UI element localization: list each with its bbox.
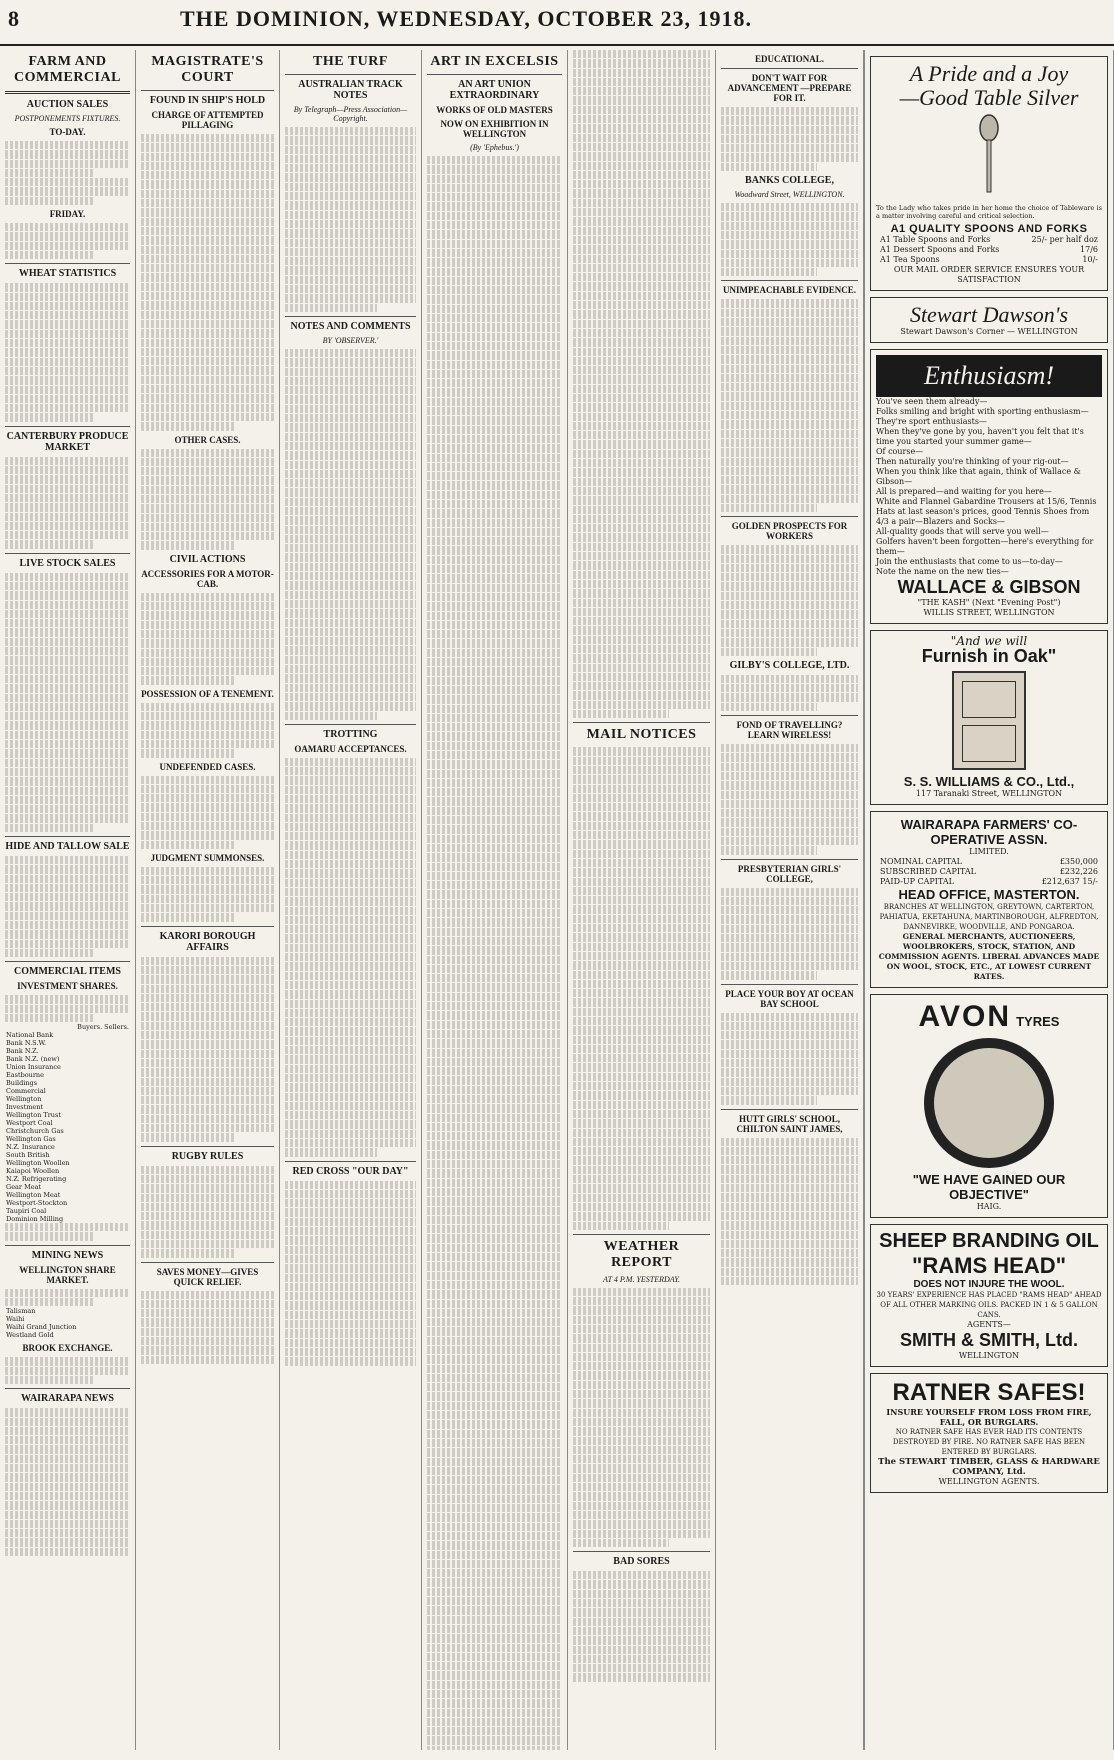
court-subheading: FOUND IN SHIP'S HOLD xyxy=(149,95,266,106)
silver-ad xyxy=(870,56,1108,291)
civil-heading: CIVIL ACTIONS xyxy=(169,553,246,565)
share-price xyxy=(103,1111,130,1119)
price-item: A1 Dessert Spoons and Forks xyxy=(880,244,1000,254)
hide-tallow-heading: HIDE AND TALLOW SALE xyxy=(5,841,130,852)
williams-name: S. S. WILLIAMS & CO., Ltd., xyxy=(903,773,1075,789)
unimpeachable-heading: UNIMPEACHABLE EVIDENCE. xyxy=(722,285,856,296)
exhibition-heading: NOW ON EXHIBITION IN WELLINGTON xyxy=(440,119,549,139)
share-price xyxy=(76,1191,103,1199)
table-row xyxy=(5,1315,130,1323)
share-name: Bank N.Z. xyxy=(6,1047,39,1056)
smith-name: SMITH & SMITH, Ltd. xyxy=(900,1329,1078,1350)
enthusiasm-line: Then naturally you're thinking of your rig-out— xyxy=(876,456,1069,466)
capital-row xyxy=(876,867,1102,877)
table-row xyxy=(5,1207,130,1215)
table-row xyxy=(5,1199,130,1207)
wairarapa-farmers-ad xyxy=(870,811,1108,988)
share-price xyxy=(76,1207,103,1215)
column-turf xyxy=(280,50,422,1750)
share-price xyxy=(103,1215,130,1223)
table-row xyxy=(5,1331,130,1339)
ratner-title: RATNER SAFES! xyxy=(892,1378,1086,1406)
share-price xyxy=(127,1323,130,1331)
branches-text: BRANCHES AT WELLINGTON, GREYTOWN, CARTERTON, PAHIATUA, EKETAHUNA, MARTINBOROUGH, ALFREDTON, DANNEVIRKE, WOODVILLE, AND PONGAROA. xyxy=(879,902,1099,931)
share-price xyxy=(127,1331,130,1339)
turf-byline: By Telegraph—Press Association—Copyright. xyxy=(293,105,408,123)
enthusiasm-line: All-quality goods that will serve you well— xyxy=(876,526,1049,536)
table-row xyxy=(5,1119,130,1127)
share-price xyxy=(103,1135,130,1143)
undefended-heading: UNDEFENDED CASES. xyxy=(159,761,256,772)
shares-table xyxy=(5,1023,130,1223)
share-price xyxy=(76,1135,103,1143)
share-price xyxy=(103,1055,130,1063)
investment-heading: INVESTMENT SHARES. xyxy=(17,981,118,992)
presbyterian-heading: PRESBYTERIAN GIRLS' COLLEGE, xyxy=(737,863,842,884)
share-price xyxy=(76,1039,103,1047)
share-name: Commercial xyxy=(6,1087,46,1096)
stewart-dawson-ad xyxy=(870,297,1108,343)
hutt-girls-heading: HUTT GIRLS' SCHOOL, CHILTON SAINT JAMES, xyxy=(736,1113,843,1134)
college-address: Woodward Street, WELLINGTON. xyxy=(734,190,845,200)
avon-tyres-ad xyxy=(870,994,1108,1218)
enthusiasm-line: Join the enthusiasts that come to us—to-day— xyxy=(876,556,1063,566)
share-name: Bank N.S.W. xyxy=(6,1039,47,1048)
share-name: Waihi Grand Junction xyxy=(6,1323,77,1332)
enthusiasm-line: Note the name on the new ties— xyxy=(876,566,1009,576)
share-price xyxy=(103,1087,130,1095)
share-name: Westport-Stockton xyxy=(6,1199,68,1208)
share-price xyxy=(103,1151,130,1159)
share-price xyxy=(76,1215,103,1223)
table-row xyxy=(5,1031,130,1039)
capital-value: £350,000 xyxy=(1059,856,1098,866)
capital-label: SUBSCRIBED CAPITAL xyxy=(880,866,976,876)
smith-address: WELLINGTON xyxy=(958,1350,1020,1360)
sheep-oil-title: SHEEP BRANDING OIL xyxy=(879,1229,1099,1252)
shares-header-row xyxy=(5,1023,130,1031)
friday-heading: FRIDAY. xyxy=(49,209,86,220)
share-price xyxy=(103,1031,130,1039)
notes-byline: BY 'OBSERVER.' xyxy=(322,335,379,345)
column-mail-weather xyxy=(568,50,716,1750)
head-office: HEAD OFFICE, MASTERTON. xyxy=(898,886,1080,902)
table-row xyxy=(5,1135,130,1143)
share-name: Eastbourne Buildings xyxy=(6,1071,44,1088)
table-row xyxy=(5,1127,130,1135)
auction-subheading: POSTPONEMENTS FIXTURES. xyxy=(14,114,121,123)
price-row xyxy=(876,255,1102,265)
share-price xyxy=(103,1095,130,1111)
share-name: Dominion Milling xyxy=(6,1215,64,1224)
price-value: 10/- xyxy=(1082,254,1098,264)
shares-header-cell: Sellers. xyxy=(104,1023,129,1032)
avon-haig: HAIG. xyxy=(976,1201,1002,1211)
capital-row xyxy=(876,857,1102,867)
golden-prospects-heading: GOLDEN PROSPECTS FOR WORKERS xyxy=(731,521,848,542)
table-row xyxy=(5,1191,130,1199)
table-row xyxy=(5,1071,130,1087)
capital-label: NOMINAL CAPITAL xyxy=(880,856,962,866)
accessories-heading: ACCESSORIES FOR A MOTOR-CAB. xyxy=(141,568,274,589)
share-price xyxy=(76,1159,103,1167)
notes-comments-heading: NOTES AND COMMENTS xyxy=(290,320,411,332)
masthead xyxy=(0,0,1114,46)
share-price xyxy=(76,1151,103,1159)
share-name: Wellington Woollen xyxy=(6,1159,70,1168)
share-name: National Bank xyxy=(6,1031,54,1040)
share-price xyxy=(103,1199,130,1207)
auction-heading: AUCTION SALES xyxy=(26,99,109,110)
share-price xyxy=(103,1143,130,1151)
column-farm-commercial xyxy=(0,50,136,1750)
possession-heading: POSSESSION OF A TENEMENT. xyxy=(141,688,274,699)
share-name: Taupiri Coal xyxy=(6,1207,47,1216)
oak-title-1: "And we will xyxy=(950,633,1028,648)
share-price xyxy=(76,1119,103,1127)
canterbury-heading: CANTERBURY PRODUCE MARKET xyxy=(6,430,129,453)
avon-brand: AVON xyxy=(918,999,1011,1033)
table-row xyxy=(5,1111,130,1119)
column-educational xyxy=(716,50,864,1750)
share-price xyxy=(76,1095,103,1111)
share-name: Wellington Trust xyxy=(6,1111,61,1120)
silver-ad-title: A Pride and a Joy xyxy=(909,61,1069,86)
silver-ad-body: To the Lady who takes pride in her home the choice of Tableware is a matter involving careful and critical selection. xyxy=(876,204,1102,221)
mining-table xyxy=(5,1307,130,1339)
court-heading: MAGISTRATE'S COURT xyxy=(151,54,264,85)
enthusiasm-line: Of course— xyxy=(876,446,924,456)
column-magistrates-court xyxy=(136,50,280,1750)
table-row xyxy=(5,1095,130,1111)
table-row xyxy=(5,1047,130,1055)
table-row xyxy=(5,1151,130,1159)
shares-header-cell: Buyers. xyxy=(77,1023,103,1032)
page-number: 8 xyxy=(8,6,19,31)
track-notes-heading: AUSTRALIAN TRACK NOTES xyxy=(298,79,403,101)
share-price xyxy=(103,1167,130,1175)
share-price xyxy=(103,1183,130,1191)
art-heading: ART IN EXCELSIS xyxy=(430,54,559,69)
oak-title-2: Furnish in Oak" xyxy=(921,645,1057,666)
stewart-dawson-address: Stewart Dawson's Corner — WELLINGTON xyxy=(900,326,1078,336)
table-row xyxy=(5,1063,130,1071)
weather-heading: WEATHER REPORT xyxy=(603,1238,680,1270)
share-name: Wellington Gas xyxy=(6,1135,56,1144)
table-row xyxy=(5,1167,130,1175)
price-value: 25/- per half doz xyxy=(1031,234,1098,244)
weather-subheading: AT 4 P.M. YESTERDAY. xyxy=(603,1274,680,1284)
share-name: Westport Coal xyxy=(6,1119,53,1128)
wallace-gibson-address: WILLIS STREET, WELLINGTON xyxy=(923,607,1055,617)
enthusiasm-line: When they've gone by you, haven't you felt that it's time you started your summer game— xyxy=(876,426,1084,446)
share-name: Westland Gold xyxy=(6,1331,54,1340)
share-price xyxy=(127,1307,130,1315)
art-union-heading: AN ART UNION EXTRAORDINARY xyxy=(449,79,540,101)
table-row xyxy=(5,1143,130,1151)
share-price xyxy=(103,1119,130,1127)
other-cases-heading: OTHER CASES. xyxy=(174,434,241,445)
share-price xyxy=(76,1087,103,1095)
column-art xyxy=(422,50,568,1750)
red-cross-heading: RED CROSS "OUR DAY" xyxy=(292,1165,409,1177)
capital-label: PAID-UP CAPITAL xyxy=(880,876,954,886)
enthusiasm-line: They're sport enthusiasts— xyxy=(876,416,987,426)
share-name: Gear Meat xyxy=(6,1183,42,1192)
share-name: N.Z. Insurance xyxy=(6,1143,55,1152)
share-price xyxy=(103,1207,130,1215)
table-row xyxy=(5,1183,130,1191)
share-price xyxy=(76,1111,103,1119)
rugby-heading: RUGBY RULES xyxy=(171,1150,244,1162)
art-byline: (By 'Ephebus.') xyxy=(470,143,519,152)
silver-ad-subtitle: —Good Table Silver xyxy=(899,85,1079,110)
price-item: A1 Tea Spoons xyxy=(880,254,940,264)
share-price xyxy=(103,1039,130,1047)
capital-value: £212,637 15/- xyxy=(1041,876,1098,886)
wairarapa-limited: LIMITED. xyxy=(969,846,1009,856)
price-row xyxy=(876,245,1102,255)
wairarapa-news-heading: WAIRARAPA NEWS xyxy=(21,1393,114,1405)
cabinet-illustration xyxy=(952,671,1026,770)
share-name: Waihi xyxy=(6,1315,25,1324)
share-name: Union Insurance xyxy=(6,1063,61,1072)
share-price xyxy=(76,1071,103,1087)
ratner-safes-ad xyxy=(870,1373,1108,1493)
table-row xyxy=(5,1159,130,1167)
share-price xyxy=(76,1167,103,1175)
commercial-heading: COMMERCIAL ITEMS xyxy=(14,966,121,978)
share-price xyxy=(103,1127,130,1135)
table-row xyxy=(5,1307,130,1315)
enthusiasm-line: Folks smiling and bright with sporting enthusiasm— xyxy=(876,406,1089,416)
newspaper-title: THE DOMINION, WEDNESDAY, OCTOBER 23, 1918. xyxy=(180,6,752,31)
section-heading: FARM AND COMMERCIAL xyxy=(14,54,121,85)
share-price xyxy=(103,1071,130,1087)
share-price xyxy=(76,1127,103,1135)
ratner-guarantee: NO RATNER SAFE HAS EVER HAD ITS CONTENTS DESTROYED BY FIRE. NO RATNER SAFE HAS BEEN ENTERED BY BURGLARS. xyxy=(892,1427,1086,1456)
table-row xyxy=(5,1087,130,1095)
price-row xyxy=(876,235,1102,245)
share-price xyxy=(103,1047,130,1055)
wheat-heading: WHEAT STATISTICS xyxy=(18,268,117,280)
quality-heading: A1 QUALITY SPOONS AND FORKS xyxy=(890,222,1088,235)
table-row xyxy=(5,1055,130,1063)
share-name: Christchurch Gas xyxy=(6,1127,64,1136)
today-heading: TO-DAY. xyxy=(49,127,86,137)
price-item: A1 Table Spoons and Forks xyxy=(880,234,991,244)
ratner-agents: WELLINGTON AGENTS. xyxy=(938,1476,1040,1486)
old-masters-heading: WORKS OF OLD MASTERS xyxy=(436,105,553,115)
table-row xyxy=(5,1039,130,1047)
share-price xyxy=(76,1175,103,1183)
mining-heading: MINING NEWS xyxy=(31,1249,104,1261)
wairarapa-name: WAIRARAPA FARMERS' CO-OPERATIVE ASSN. xyxy=(900,816,1078,847)
dont-wait-heading: DON'T WAIT FOR ADVANCEMENT —PREPARE FOR IT. xyxy=(727,73,852,103)
share-price xyxy=(76,1143,103,1151)
share-price xyxy=(76,1063,103,1071)
enthusiasm-line: White and Flannel Gabardine Trousers at 15/6, Tennis Hats at last season's prices, good Tennis Shoes from 4/3 a pair—Blazers and Socks— xyxy=(876,496,1097,526)
share-name: Wellington Investment xyxy=(6,1095,44,1112)
share-name: South British xyxy=(6,1151,50,1160)
sheep-oil-ad xyxy=(870,1224,1108,1367)
enthusiasm-line: Golfers haven't been forgotten—here's everything for them— xyxy=(876,536,1094,556)
enthusiasm-line: You've seen them already— xyxy=(876,396,988,406)
brook-heading: BROOK EXCHANGE. xyxy=(22,1343,113,1354)
share-price xyxy=(76,1047,103,1055)
share-price xyxy=(103,1159,130,1167)
capital-row xyxy=(876,877,1102,887)
table-row xyxy=(5,1323,130,1331)
wallace-gibson-name: WALLACE & GIBSON xyxy=(897,576,1081,597)
share-price xyxy=(76,1031,103,1039)
charge-heading: CHARGE OF ATTEMPTED PILLAGING xyxy=(151,110,264,130)
williams-address: 117 Taranaki Street, WELLINGTON xyxy=(915,788,1063,798)
price-value: 17/6 xyxy=(1080,244,1098,254)
share-name: N.Z. Refrigerating xyxy=(6,1175,67,1184)
experience-note: 30 YEARS' EXPERIENCE HAS PLACED "RAMS HEAD" AHEAD OF ALL OTHER MARKING OILS. PACKED IN 1 & 5 GALLON CANS. xyxy=(876,1290,1102,1319)
share-price xyxy=(76,1199,103,1207)
tyre-illustration xyxy=(924,1038,1054,1168)
share-price xyxy=(103,1191,130,1199)
capital-value: £232,226 xyxy=(1059,866,1098,876)
share-name: Talisman xyxy=(6,1307,36,1316)
merchants-text: GENERAL MERCHANTS, AUCTIONEERS, WOOLBROKERS, STOCK, STATION, AND COMMISSION AGENTS. LIBERAL ADVANCES MADE ON WOOL, STOCK, ETC., AT LOWEST CURRENT RATES. xyxy=(878,931,1100,981)
ratner-company: The STEWART TIMBER, GLASS & HARDWARE COMPANY, Ltd. xyxy=(878,1456,1100,1477)
wallace-gibson-sub: "THE KASH" (Next "Evening Post") xyxy=(917,597,1061,607)
share-price xyxy=(127,1315,130,1323)
college-name: BANKS COLLEGE, xyxy=(745,175,834,187)
share-market-heading: WELLINGTON SHARE MARKET. xyxy=(19,1264,116,1285)
wool-note: DOES NOT INJURE THE WOOL. xyxy=(913,1278,1065,1290)
column-advertisements xyxy=(864,50,1114,1750)
share-name: Wellington Meat xyxy=(6,1191,61,1200)
mail-notices-heading: MAIL NOTICES xyxy=(586,727,697,743)
tyres-label: TYRES xyxy=(1016,1013,1060,1029)
mail-order-note: OUR MAIL ORDER SERVICE ENSURES YOUR SATISFACTION xyxy=(893,264,1085,284)
avon-slogan: "WE HAVE GAINED OUR OBJECTIVE" xyxy=(912,1171,1066,1202)
enthusiasm-line: All is prepared—and waiting for you here— xyxy=(876,486,1052,496)
educational-heading: EDUCATIONAL. xyxy=(754,54,825,64)
share-name: Bank N.Z. (new) xyxy=(6,1055,60,1064)
livestock-heading: LIVE STOCK SALES xyxy=(19,557,116,569)
share-price xyxy=(103,1063,130,1071)
share-price xyxy=(76,1055,103,1063)
spoon-icon xyxy=(969,114,1009,194)
karori-heading: KARORI BOROUGH AFFAIRS xyxy=(159,930,256,953)
ratner-insure: INSURE YOURSELF FROM LOSS FROM FIRE, FALL, OR BURGLARS. xyxy=(886,1406,1092,1427)
gilby-college-heading: GILBY'S COLLEGE, LTD. xyxy=(729,659,850,671)
agents-label: AGENTS— xyxy=(967,1319,1011,1329)
wireless-heading: FOND OF TRAVELLING? LEARN WIRELESS! xyxy=(736,720,843,741)
turf-heading: THE TURF xyxy=(313,54,388,69)
table-row xyxy=(5,1215,130,1223)
trotting-heading: TROTTING xyxy=(323,728,378,740)
judgment-heading: JUDGMENT SUMMONSES. xyxy=(150,852,265,863)
share-name: Kaiapoi Woollen xyxy=(6,1167,60,1176)
enthusiasm-ad xyxy=(870,349,1108,624)
stewart-dawson-name: Stewart Dawson's xyxy=(909,301,1069,327)
share-price xyxy=(103,1175,130,1183)
saves-money-heading: SAVES MONEY—GIVES QUICK RELIEF. xyxy=(156,1266,259,1287)
rams-head-title: "RAMS HEAD" xyxy=(911,1252,1067,1278)
enthusiasm-title: Enthusiasm! xyxy=(876,355,1102,397)
oamaru-heading: OAMARU ACCEPTANCES. xyxy=(294,743,407,754)
shares-header-cell xyxy=(5,1023,76,1031)
share-price xyxy=(76,1183,103,1191)
furniture-ad xyxy=(870,630,1108,805)
table-row xyxy=(5,1175,130,1183)
ocean-bay-heading: PLACE YOUR BOY AT OCEAN BAY SCHOOL xyxy=(725,988,854,1009)
enthusiasm-line: When you think like that again, think of Wallace & Gibson— xyxy=(876,466,1081,486)
bad-sores-heading: BAD SORES xyxy=(613,1556,670,1568)
